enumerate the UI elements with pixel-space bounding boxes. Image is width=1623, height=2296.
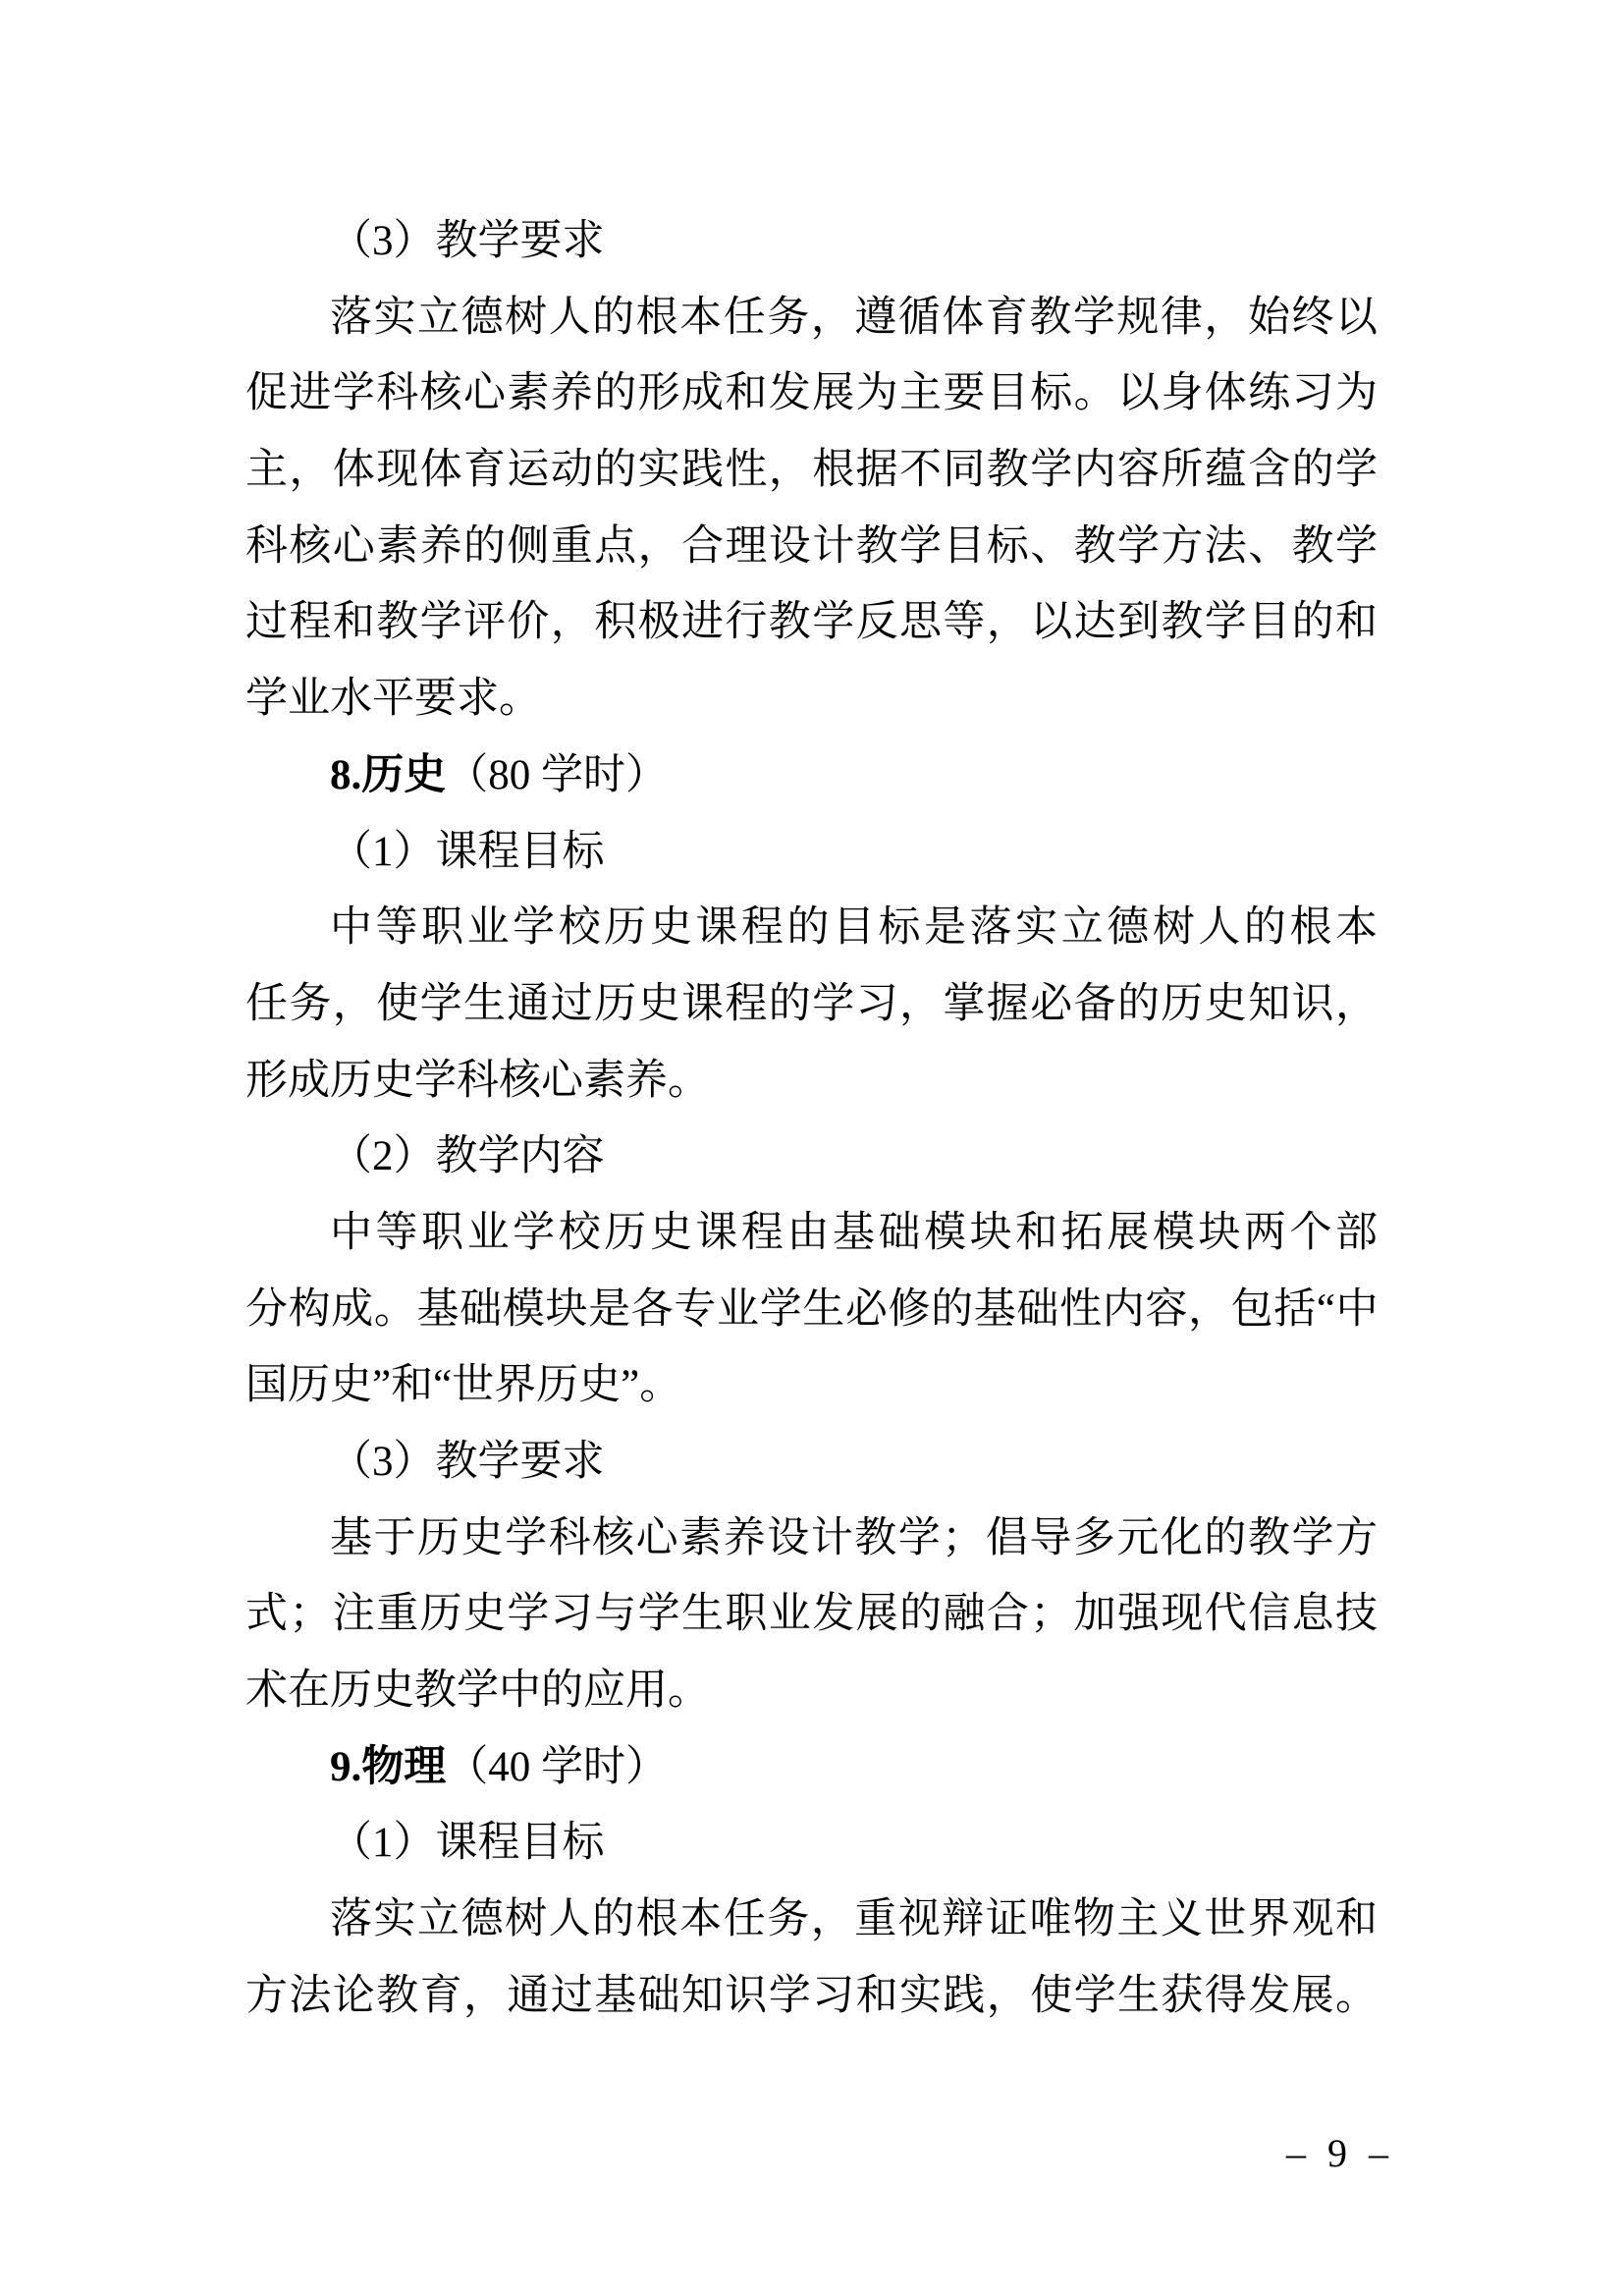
paragraph-line: 分构成。基础模块是各专业学生必修的基础性内容，包括“中 bbox=[245, 1285, 1378, 1333]
paragraph-line: 式；注重历史学习与学生职业发展的融合；加强现代信息技 bbox=[245, 1591, 1378, 1638]
paragraph-line: 国历史”和“世界历史”。 bbox=[245, 1362, 682, 1409]
paragraph-line: 任务，使学生通过历史课程的学习，掌握必备的历史知识， bbox=[245, 980, 1378, 1027]
section-number-title: 9.物理 bbox=[330, 1743, 447, 1790]
section-hours: （80 学时） bbox=[446, 751, 668, 798]
subsection-heading: （3）教学要求 bbox=[330, 1439, 605, 1485]
paragraph-line: 方法论教育，通过基础知识学习和实践，使学生获得发展。 bbox=[245, 1972, 1378, 2019]
paragraph-line: 落实立德树人的根本任务，遵循体育教学规律，始终以 bbox=[330, 294, 1378, 341]
subsection-heading: （1）课程目标 bbox=[330, 828, 605, 875]
paragraph-line: 术在历史教学中的应用。 bbox=[245, 1667, 710, 1715]
paragraph-line: 中等职业学校历史课程由基础模块和拓展模块两个部 bbox=[330, 1209, 1378, 1256]
subsection-heading: （1）课程目标 bbox=[330, 1820, 605, 1867]
paragraph-line: 促进学科核心素养的形成和发展为主要目标。以身体练习为 bbox=[245, 370, 1378, 417]
paragraph-line: 科核心素养的侧重点，合理设计教学目标、教学方法、教学 bbox=[245, 522, 1378, 570]
paragraph-line: 基于历史学科核心素养设计教学；倡导多元化的教学方 bbox=[330, 1514, 1378, 1561]
section-hours: （40 学时） bbox=[446, 1743, 668, 1790]
document-body bbox=[245, 203, 1378, 2035]
paragraph-line: 主，体现体育运动的实践性，根据不同教学内容所蕴含的学 bbox=[245, 447, 1378, 494]
section-heading-history bbox=[245, 738, 1378, 814]
paragraph-line: 过程和教学评价，积极进行教学反思等，以达到教学目的和 bbox=[245, 599, 1378, 646]
section-number-title: 8.历史 bbox=[330, 751, 447, 798]
section-heading-physics bbox=[245, 1729, 1378, 1806]
paragraph-line: 形成历史学科核心素养。 bbox=[245, 1057, 710, 1104]
page-number: – 9 – bbox=[1286, 2131, 1394, 2175]
subsection-heading: （3）教学要求 bbox=[330, 218, 605, 264]
paragraph-line: 学业水平要求。 bbox=[245, 676, 541, 723]
paragraph-line: 中等职业学校历史课程的目标是落实立德树人的根本 bbox=[330, 904, 1378, 952]
subsection-heading: （2）教学内容 bbox=[330, 1133, 605, 1180]
paragraph-line: 落实立德树人的根本任务，重视辩证唯物主义世界观和 bbox=[330, 1896, 1378, 1943]
